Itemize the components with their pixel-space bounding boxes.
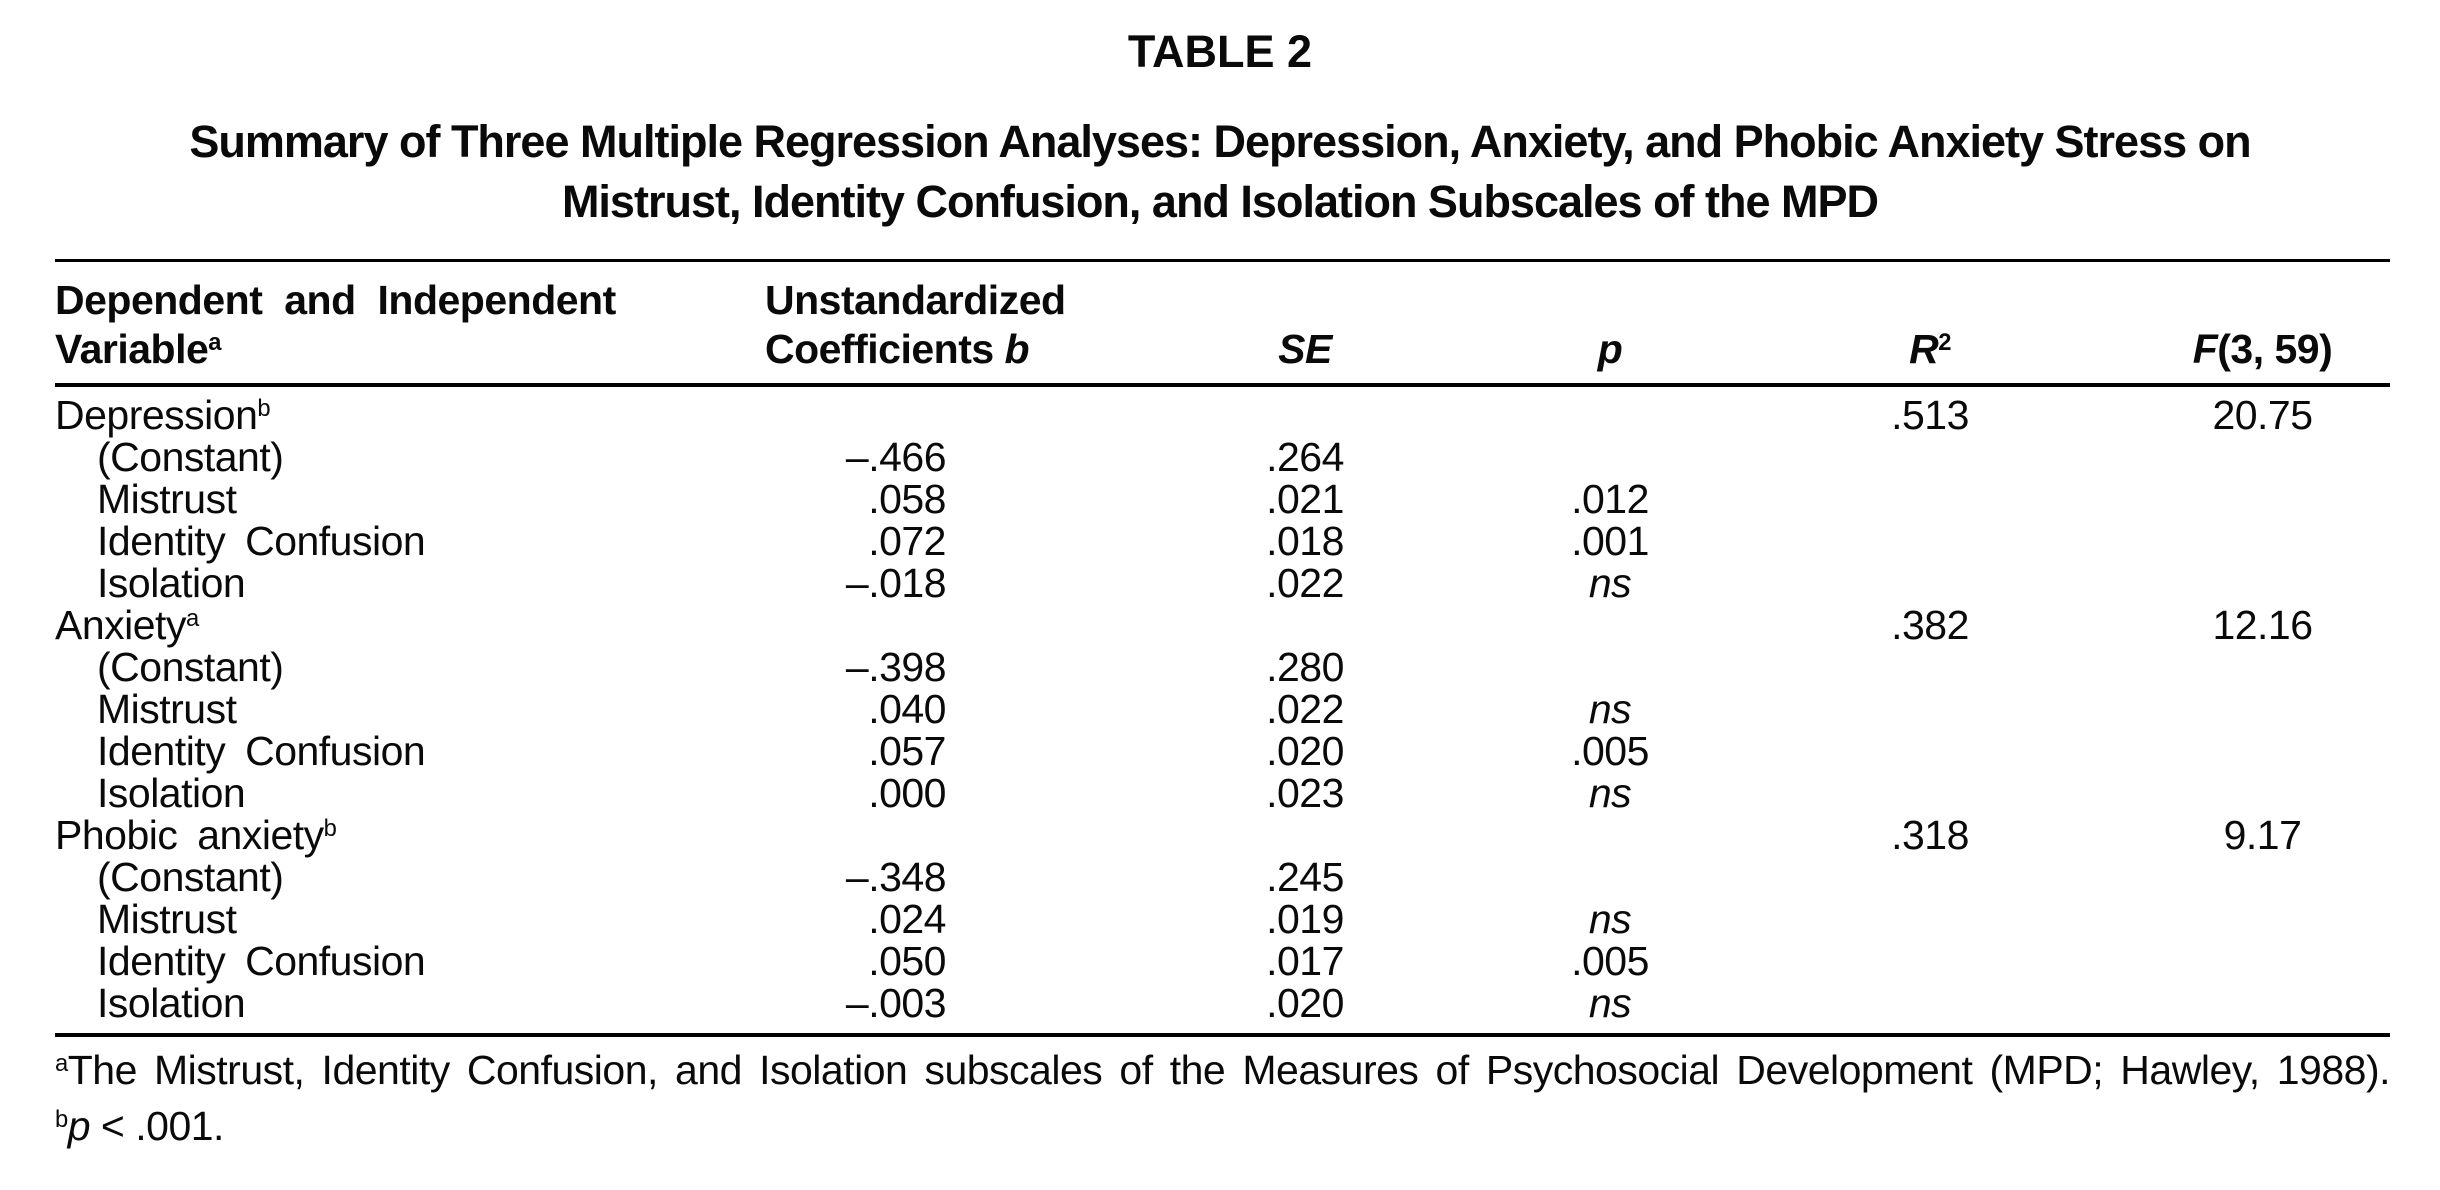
cell-p: .012 — [1571, 476, 1649, 522]
footnote-b-p: p — [67, 1103, 91, 1149]
cell-se: .245 — [1266, 854, 1344, 900]
cell-f: 20.75 — [2212, 392, 2313, 438]
cell-se — [1015, 604, 1435, 646]
cell-p: ns — [1588, 896, 1632, 942]
row-label: Anxiety$^a$ — [55, 602, 199, 648]
row-label: (Constant) — [97, 434, 284, 480]
predictor-row — [55, 688, 2390, 730]
cell-r2 — [1785, 730, 2135, 772]
cell-r2 — [1785, 898, 2135, 940]
cell-f — [2135, 688, 2390, 730]
cell-se — [1015, 814, 1435, 856]
table-body — [55, 385, 2390, 1035]
cell-f — [2135, 730, 2390, 772]
cell-p — [1435, 436, 1785, 478]
table-number: TABLE 2 — [1127, 26, 1313, 77]
cell-se: .020 — [1015, 982, 1435, 1035]
cell-se: .017 — [1266, 938, 1344, 984]
cell-b: .057 — [868, 728, 946, 774]
row-label: (Constant) — [97, 644, 284, 690]
predictor-row — [55, 520, 2390, 562]
cell-f — [2135, 940, 2390, 982]
row-label: Mistrust — [97, 896, 237, 942]
footnote-a-marker: a — [55, 1049, 68, 1077]
cell-se: .018 — [1266, 518, 1344, 564]
column-header-variable: Dependent and Independent Variable$^a$ — [55, 277, 616, 372]
table-title — [0, 112, 2440, 232]
cell-r2 — [1785, 688, 2135, 730]
footnote-a-text: The Mistrust, Identity Confusion, and Isolation subscales of the Measures of Psychosocial Development (MPD; Hawley, 1988). — [67, 1047, 2390, 1093]
cell-p: .001 — [1571, 518, 1649, 564]
cell-f — [2135, 478, 2390, 520]
cell-se: .264 — [1266, 434, 1344, 480]
dependent-variable-row — [55, 604, 2390, 646]
cell-p — [1435, 646, 1785, 688]
cell-p: .005 — [1571, 728, 1649, 774]
cell-p — [1435, 856, 1785, 898]
predictor-row — [55, 940, 2390, 982]
cell-b: –.018 — [845, 560, 946, 606]
cell-se: .020 — [1266, 728, 1344, 774]
predictor-row — [55, 982, 2390, 1035]
row-label: Identity Confusion — [97, 518, 426, 564]
footnote-b — [55, 1098, 2390, 1154]
cell-se: .280 — [1266, 644, 1344, 690]
cell-f: 12.16 — [2212, 602, 2313, 648]
cell-p: ns — [1588, 686, 1632, 732]
cell-r2: .513 — [1891, 392, 1969, 438]
row-label: Isolation — [97, 770, 246, 816]
row-label: (Constant) — [97, 854, 284, 900]
cell-r2 — [1785, 646, 2135, 688]
cell-f — [2135, 520, 2390, 562]
column-header-b: Unstandardized Coefficients b — [765, 277, 1066, 372]
cell-b — [615, 604, 1015, 646]
cell-f — [2135, 856, 2390, 898]
predictor-row — [55, 730, 2390, 772]
cell-r2 — [1785, 856, 2135, 898]
predictor-row — [55, 856, 2390, 898]
row-label: Isolation — [55, 982, 615, 1035]
cell-b: .050 — [868, 938, 946, 984]
cell-p: ns — [1588, 560, 1632, 606]
cell-r2 — [1785, 520, 2135, 562]
cell-r2: .382 — [1891, 602, 1969, 648]
column-header-f: F(3, 59) — [2192, 326, 2333, 372]
cell-f — [2135, 982, 2390, 1035]
table-header — [55, 261, 2390, 386]
cell-f — [2135, 772, 2390, 814]
cell-f — [2135, 646, 2390, 688]
cell-se: .019 — [1266, 896, 1344, 942]
cell-b: –.348 — [845, 854, 946, 900]
cell-r2 — [1785, 436, 2135, 478]
table-title-line1: Summary of Three Multiple Regression Analyses: Depression, Anxiety, and Phobic Anxiety Stress on — [189, 116, 2251, 167]
cell-b — [615, 385, 1015, 436]
cell-f: 9.17 — [2223, 812, 2302, 858]
predictor-row — [55, 646, 2390, 688]
predictor-row — [55, 478, 2390, 520]
cell-se: .022 — [1266, 686, 1344, 732]
cell-p — [1435, 604, 1785, 646]
cell-b: –.003 — [615, 982, 1015, 1035]
cell-b: .040 — [868, 686, 946, 732]
footnote-b-marker: b — [55, 1105, 68, 1133]
cell-r2 — [1785, 982, 2135, 1035]
cell-b: .072 — [868, 518, 946, 564]
column-header-r2: $R^2$ — [1909, 326, 1951, 372]
cell-b: –.466 — [845, 434, 946, 480]
cell-r2 — [1785, 772, 2135, 814]
footnote-b-text: < .001. — [90, 1103, 224, 1149]
row-label: Mistrust — [97, 476, 237, 522]
column-header-se: SE — [1278, 326, 1332, 372]
cell-p — [1435, 814, 1785, 856]
column-header-p: p — [1597, 326, 1623, 372]
cell-r2 — [1785, 940, 2135, 982]
cell-se — [1015, 385, 1435, 436]
cell-r2: .318 — [1891, 812, 1969, 858]
cell-se: .021 — [1266, 476, 1344, 522]
cell-b: –.398 — [845, 644, 946, 690]
row-label: Phobic anxiety$^b$ — [55, 812, 337, 858]
cell-b: .058 — [868, 476, 946, 522]
cell-p: .005 — [1571, 938, 1649, 984]
predictor-row — [55, 562, 2390, 604]
predictor-row — [55, 772, 2390, 814]
predictor-row — [55, 436, 2390, 478]
cell-f — [2135, 898, 2390, 940]
row-label: Isolation — [97, 560, 246, 606]
cell-p — [1435, 385, 1785, 436]
table-title-line2: Mistrust, Identity Confusion, and Isolation Subscales of the MPD — [561, 176, 1879, 227]
cell-r2 — [1785, 562, 2135, 604]
footnote-a — [55, 1042, 2390, 1098]
row-label: Identity Confusion — [97, 938, 426, 984]
row-label: Depression$^b$ — [55, 392, 271, 438]
cell-b — [615, 814, 1015, 856]
cell-f — [2135, 562, 2390, 604]
cell-r2 — [1785, 478, 2135, 520]
dependent-variable-row — [55, 385, 2390, 436]
row-label: Mistrust — [97, 686, 237, 732]
cell-se: .023 — [1266, 770, 1344, 816]
cell-p: ns — [1588, 770, 1632, 816]
cell-b: .024 — [868, 896, 946, 942]
cell-p: ns — [1435, 982, 1785, 1035]
dependent-variable-row — [55, 814, 2390, 856]
row-label: Identity Confusion — [97, 728, 426, 774]
predictor-row — [55, 898, 2390, 940]
regression-table — [55, 259, 2390, 1037]
cell-f — [2135, 436, 2390, 478]
cell-se: .022 — [1266, 560, 1344, 606]
cell-b: .000 — [868, 770, 946, 816]
